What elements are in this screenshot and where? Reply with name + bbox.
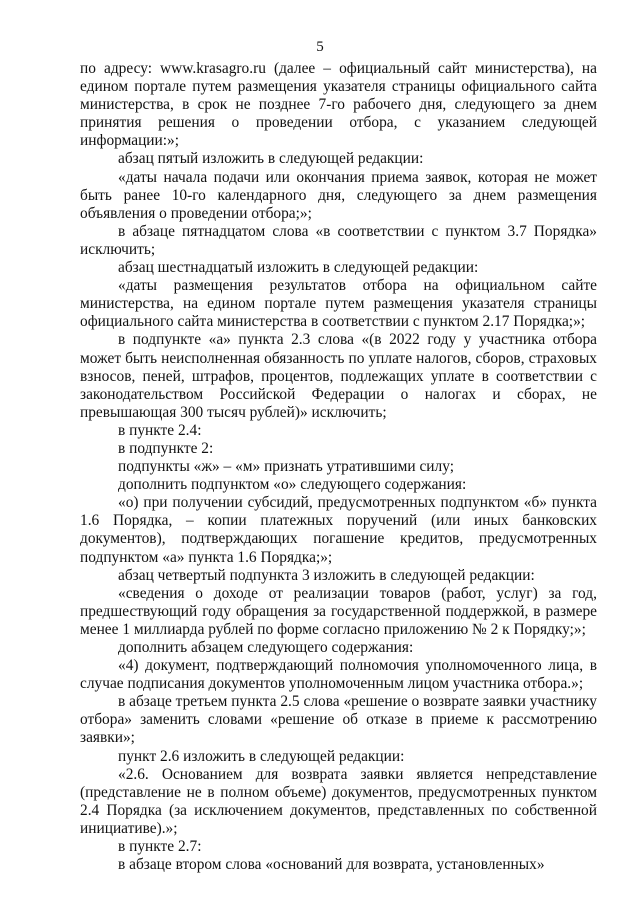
paragraph: в абзаце третьем пункта 2.5 слова «решение о возврате заявки участнику отбора» заменить словами «решение об отказе в приеме к рассмотрению заявки»;: [80, 693, 597, 747]
paragraph: в подпункте «а» пункта 2.3 слова «(в 2022 году у участника отбора может быть неисполненная обязанность по уплате налогов, сборов, страховых взносов, пеней, штрафов, процентов, подлежащих уплате в соответствии с законодательством Российской Федерации о налогах и сборах, не превышающая 300 тысяч рублей)» исключить;: [80, 331, 597, 421]
paragraph: по адресу: www.krasagro.ru (далее – официальный сайт министерства), на едином портале путем размещения указателя страницы официального сайта министерства, в срок не позднее 7-го рабочего дня, следующего за днем принятия решения о проведении отбора, с указанием следующей информации:»;: [80, 60, 597, 150]
paragraph: дополнить подпунктом «о» следующего содержания:: [118, 476, 467, 494]
paragraph: дополнить абзацем следующего содержания:: [118, 639, 414, 656]
paragraph: «2.6. Основанием для возврата заявки является непредставление (представление не в полном объеме) документов, предусмотренных пунктом 2.4 Порядка (за исключением документов, представленных по собственной инициативе).»;: [80, 765, 597, 837]
paragraph: в абзаце пятнадцатом слова «в соответствии с пунктом 3.7 Порядка» исключить;: [80, 222, 597, 258]
paragraph: «даты начала подачи или окончания приема заявок, которая не может быть ранее 10-го календарного дня, следующего за днем размещения объявления о проведении отбора;»;: [80, 168, 597, 222]
paragraph: в пункте 2.7:: [118, 838, 202, 856]
paragraph: в подпункте 2:: [118, 439, 214, 457]
paragraph: в абзаце втором слова «оснований для возврата, установленных»: [118, 856, 545, 874]
paragraph: абзац четвертый подпункта 3 изложить в следующей редакции:: [118, 566, 535, 584]
paragraph: «сведения о доходе от реализации товаров (работ, услуг) за год, предшествующий году обращения за государственной поддержкой, в размере менее 1 миллиарда рублей по форме согласно приложению № 2 к Порядку;»;: [80, 584, 597, 638]
paragraph: «о) при получении субсидий, предусмотренных подпунктом «б» пункта 1.6 Порядка, – копии платежных поручений (или иных банковских документов), подтверждающих погашение кредитов, предусмотренных подпунктом «а» пункта 1.6 Порядка;»;: [80, 494, 597, 566]
paragraph: абзац пятый изложить в следующей редакции:: [118, 150, 424, 168]
paragraph: пункт 2.6 изложить в следующей редакции:: [118, 747, 405, 765]
paragraph: «даты размещения результатов отбора на официальном сайте министерства, на едином портале путем размещения указателя страницы официального сайта министерства в соответствии с пунктом 2.17 Порядка;»;: [80, 277, 597, 331]
document-body: [80, 60, 597, 874]
paragraph: «4) документ, подтверждающий полномочия уполномоченного лица, в случае подписания документов уполномоченным лицом участника отбора.»;: [80, 657, 597, 693]
paragraph: в пункте 2.4:: [118, 421, 202, 439]
paragraph: абзац шестнадцатый изложить в следующей редакции:: [118, 259, 479, 277]
page-number: 5: [316, 39, 324, 55]
paragraph: подпункты «ж» – «м» признать утратившими силу;: [118, 458, 454, 476]
